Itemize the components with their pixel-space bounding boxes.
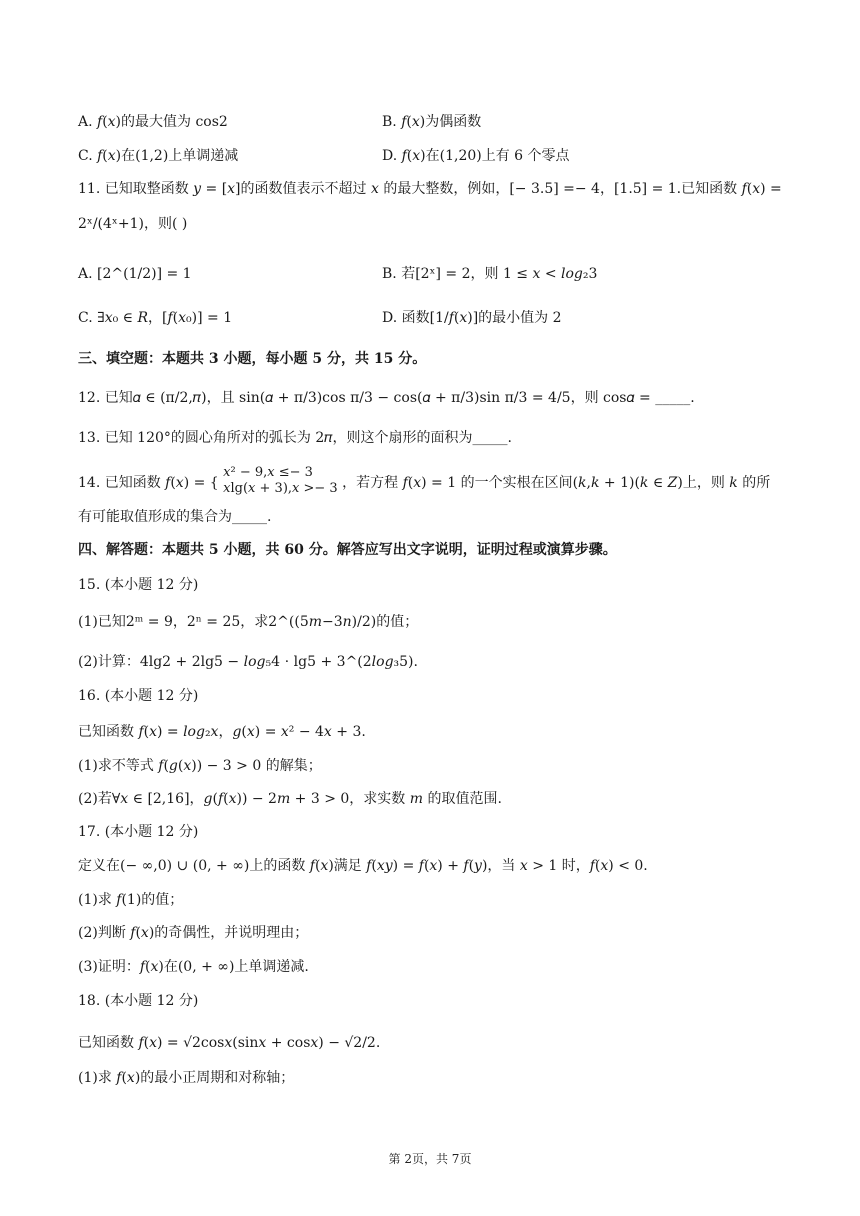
q18-head [78,991,800,1013]
q13 [78,428,800,450]
q10-option-b [382,112,481,132]
q16-part1 [78,756,800,778]
q14-line2-text: 有可能取值形成的集合为_____. [78,509,272,525]
q11-stem-fraction: 2ˣ/(4ˣ+1)，则( ) [78,216,188,232]
q11-option-d [382,308,562,328]
q15-part1-text: (1)已知2ᵐ = 9，2ⁿ = 25，求2^((5𝑚−3𝑛)/2)的值； [78,614,419,630]
q16-head [78,686,800,708]
q16-stem-text: 已知函数 𝑓(𝑥) = 𝑙𝑜𝑔₂𝑥，𝑔(𝑥) = 𝑥² − 4𝑥 + 3. [78,724,366,740]
q13-text: 13. 已知 120°的圆心角所对的弧长为 2𝜋，则这个扇形的面积为_____. [78,430,513,446]
q17-stem-text: 定义在(− ∞,0) ∪ (0, + ∞)上的函数 𝑓(𝑥)满足 𝑓(𝑥𝑦) = 𝑓(𝑥) + 𝑓(𝑦)，当 𝑥 > 1 时，𝑓(𝑥) < 0. [78,858,648,874]
q17-stem [78,856,800,878]
q10-option-b-text: B. 𝑓(𝑥)为偶函数 [382,114,482,130]
q16-head-text: 16. (本小题 12 分) [78,688,199,704]
q15-part1 [78,612,800,634]
section-4-title-text: 四、解答题：本题共 5 小题，共 60 分。解答应写出文字说明，证明过程或演算步骤。 [78,542,617,558]
q11-option-c-text: C. ∃𝑥₀ ∈ 𝑅，[𝑓(𝑥₀)] = 1 [78,310,233,326]
q17-part1-text: (1)求 𝑓(1)的值； [78,892,184,908]
q17-part1 [78,890,800,912]
q10-option-d [382,146,570,166]
page-number: 第 2页，共 7页 [388,1152,472,1166]
q11-option-b-text: B. 若[2ˣ] = 2，则 1 ≤ 𝑥 < 𝑙𝑜𝑔₂3 [382,266,598,282]
q17-head-text: 17. (本小题 12 分) [78,824,199,840]
q12 [78,388,800,410]
q17-part3 [78,957,800,979]
q11-option-b [382,264,597,284]
q16-stem [78,722,800,744]
q11-stem-line2 [78,214,800,236]
q14-suffix: ，若方程 𝑓(𝑥) = 1 的一个实根在区间(𝑘,𝑘 + 1)(𝑘 ∈ 𝑍)上，则 𝑘 的所 [342,475,771,491]
q18-head-text: 18. (本小题 12 分) [78,993,199,1009]
q17-part3-text: (3)证明：𝑓(𝑥)在(0, + ∞)上单调递减. [78,959,309,975]
q14-prefix: 14. 已知函数 𝑓(𝑥) = { [78,475,219,491]
q15-part2-text: (2)计算：4lg2 + 2lg5 − 𝑙𝑜𝑔₅4 ⋅ lg5 + 3^(2𝑙𝑜𝑔₃5). [78,654,418,670]
q10-option-d-text: D. 𝑓(𝑥)在(1,20)上有 6 个零点 [382,148,570,164]
q15-part2 [78,652,800,674]
q14-line2 [78,507,800,529]
q17-part2 [78,923,800,945]
q14-piece2: 𝑥lg(𝑥 + 3),𝑥 >− 3 [223,481,338,496]
q14-piece1: 𝑥² − 9,𝑥 ≤− 3 [223,465,313,480]
q11-stem-line1 [78,179,800,201]
q12-text: 12. 已知𝛼 ∈ (π/2,𝜋)，且 sin(𝛼 + π/3)cos π/3 − cos(𝛼 + π/3)sin π/3 = 4/5，则 cos𝛼 = _____. [78,390,695,406]
q11-option-a-text: A. [2^(1/2)] = 1 [78,266,192,282]
q14-line1 [78,465,800,496]
q16-part1-text: (1)求不等式 𝑓(𝑔(𝑥)) − 3 > 0 的解集； [78,758,322,774]
q17-part2-text: (2)判断 𝑓(𝑥)的奇偶性，并说明理由； [78,925,309,941]
section-4-title [78,540,800,562]
q16-part2-text: (2)若∀𝑥 ∈ [2,16]，𝑔(𝑓(𝑥)) − 2𝑚 + 3 > 0，求实数 𝑚 的取值范围. [78,791,502,807]
q11-option-d-text: D. 函数[1/𝑓(𝑥)]的最小值为 2 [382,310,562,326]
q14-piecewise [223,465,338,497]
q18-stem [78,1033,800,1055]
q15-head [78,575,800,597]
q11-stem-text: 11. 已知取整函数 𝑦 = [𝑥]的函数值表示不超过 𝑥 的最大整数，例如，[− 3.5] =− 4，[1.5] = 1.已知函数 𝑓(𝑥) = [78,181,782,197]
section-3-title-text: 三、填空题：本题共 3 小题，每小题 5 分，共 15 分。 [78,351,427,367]
q10-option-c-text: C. 𝑓(𝑥)在(1,2)上单调递减 [78,148,239,164]
q17-head [78,822,800,844]
q15-head-text: 15. (本小题 12 分) [78,577,199,593]
page-footer [0,1150,860,1167]
q18-part1 [78,1068,800,1090]
q18-stem-text: 已知函数 𝑓(𝑥) = √2cos𝑥(sin𝑥 + cos𝑥) − √2/2. [78,1035,381,1051]
q16-part2 [78,789,800,811]
q18-part1-text: (1)求 𝑓(𝑥)的最小正周期和对称轴； [78,1070,295,1086]
q10-option-a-text: A. 𝑓(𝑥)的最大值为 cos2 [78,114,228,130]
section-3-title [78,349,800,371]
